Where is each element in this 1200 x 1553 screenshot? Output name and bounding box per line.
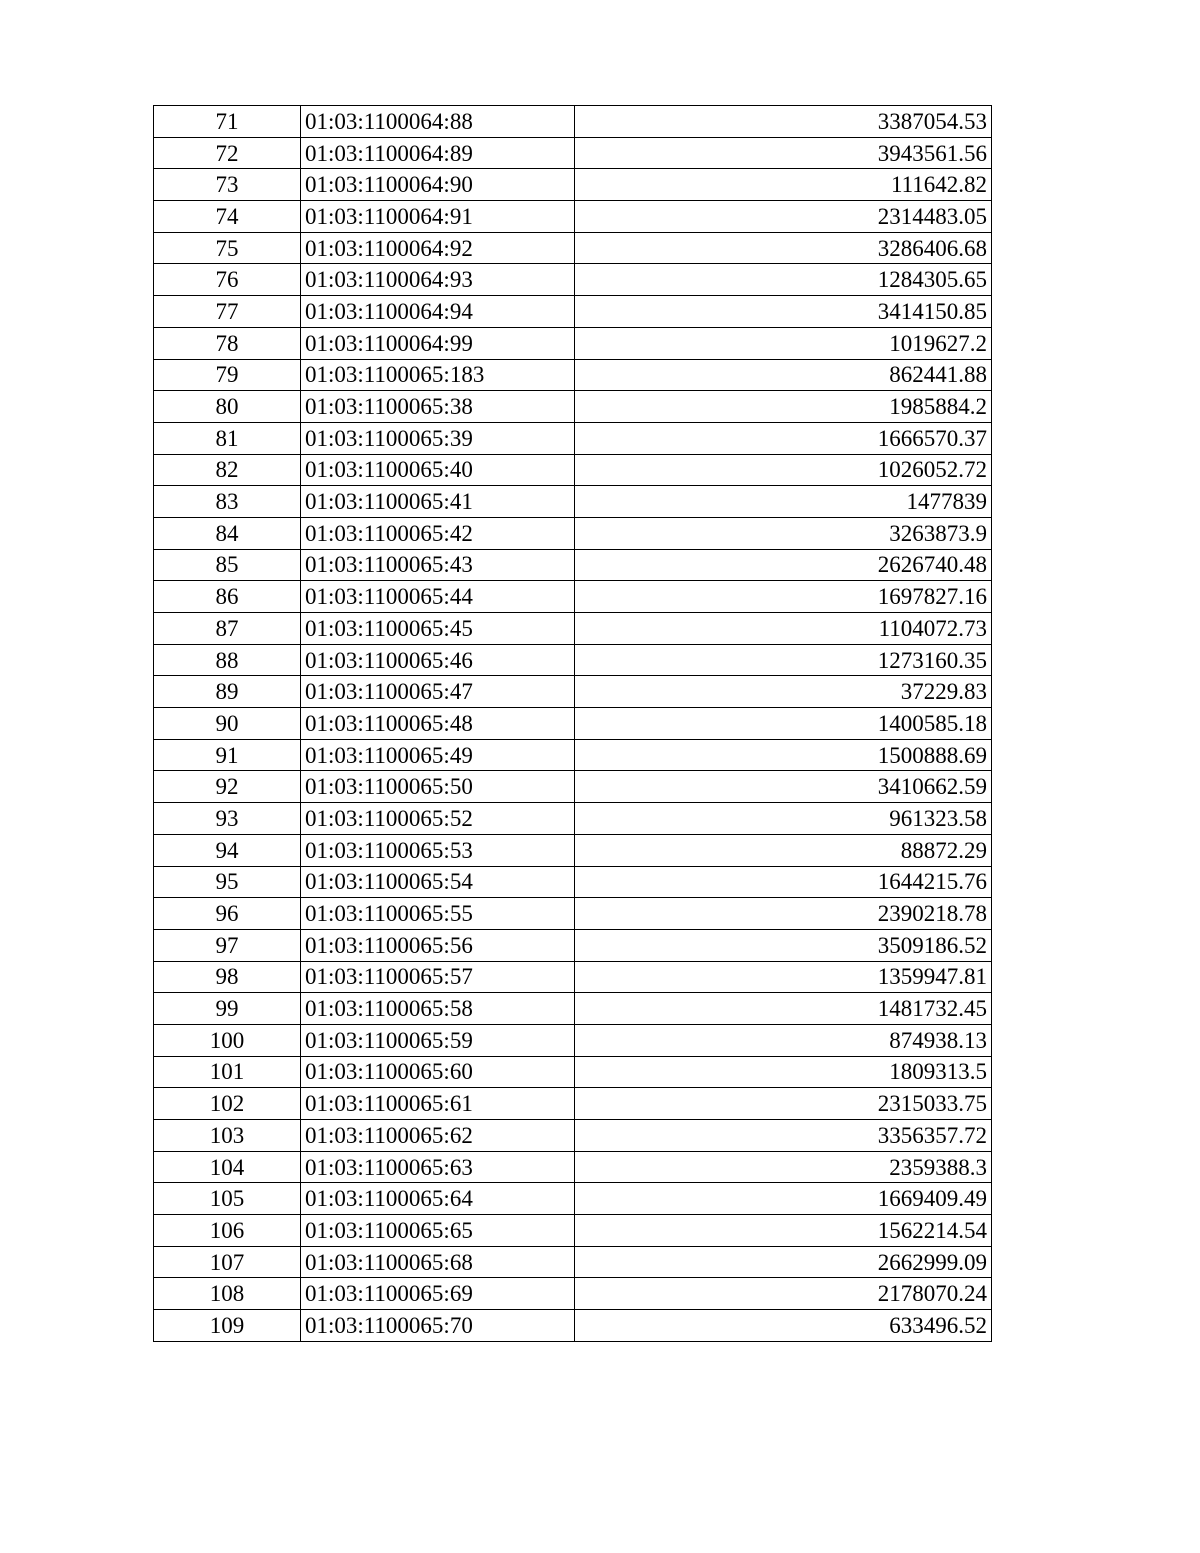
row-number-cell: 73 [154,169,301,201]
table-row [154,232,992,264]
value-cell: 862441.88 [575,359,992,391]
row-number-cell: 81 [154,422,301,454]
table-row [154,581,992,613]
table-row [154,137,992,169]
row-number-cell: 79 [154,359,301,391]
cadastral-number-cell: 01:03:1100065:65 [301,1215,575,1247]
value-cell: 111642.82 [575,169,992,201]
row-number-cell: 105 [154,1183,301,1215]
cadastral-number-cell: 01:03:1100065:58 [301,993,575,1025]
row-number-cell: 101 [154,1056,301,1088]
value-cell: 2314483.05 [575,201,992,233]
table-row [154,1120,992,1152]
table-row [154,708,992,740]
cadastral-number-cell: 01:03:1100065:45 [301,613,575,645]
table-row [154,961,992,993]
value-cell: 2390218.78 [575,898,992,930]
value-cell: 1481732.45 [575,993,992,1025]
table-row [154,517,992,549]
value-cell: 2178070.24 [575,1278,992,1310]
cadastral-number-cell: 01:03:1100064:91 [301,201,575,233]
table-row [154,549,992,581]
cadastral-number-cell: 01:03:1100065:49 [301,739,575,771]
table-row [154,359,992,391]
row-number-cell: 89 [154,676,301,708]
table-row [154,296,992,328]
cadastral-number-cell: 01:03:1100065:64 [301,1183,575,1215]
row-number-cell: 106 [154,1215,301,1247]
table-row [154,898,992,930]
row-number-cell: 95 [154,866,301,898]
value-cell: 2662999.09 [575,1246,992,1278]
table-row [154,486,992,518]
value-cell: 2315033.75 [575,1088,992,1120]
cadastral-number-cell: 01:03:1100065:54 [301,866,575,898]
row-number-cell: 75 [154,232,301,264]
value-cell: 3414150.85 [575,296,992,328]
cadastral-number-cell: 01:03:1100065:68 [301,1246,575,1278]
value-cell: 3943561.56 [575,137,992,169]
cadastral-number-cell: 01:03:1100065:57 [301,961,575,993]
value-cell: 1273160.35 [575,644,992,676]
value-cell: 1985884.2 [575,391,992,423]
cadastral-number-cell: 01:03:1100065:61 [301,1088,575,1120]
cadastral-number-cell: 01:03:1100065:42 [301,517,575,549]
table-row [154,866,992,898]
table-row [154,454,992,486]
row-number-cell: 90 [154,708,301,740]
row-number-cell: 71 [154,106,301,138]
cadastral-number-cell: 01:03:1100064:99 [301,327,575,359]
row-number-cell: 96 [154,898,301,930]
table-row [154,391,992,423]
value-cell: 1697827.16 [575,581,992,613]
cadastral-number-cell: 01:03:1100065:70 [301,1310,575,1342]
row-number-cell: 88 [154,644,301,676]
value-cell: 3410662.59 [575,771,992,803]
value-cell: 3286406.68 [575,232,992,264]
table-row [154,644,992,676]
cadastral-number-cell: 01:03:1100065:59 [301,1024,575,1056]
row-number-cell: 99 [154,993,301,1025]
cadastral-number-cell: 01:03:1100065:38 [301,391,575,423]
cadastral-number-cell: 01:03:1100065:60 [301,1056,575,1088]
value-cell: 1644215.76 [575,866,992,898]
table-row [154,1183,992,1215]
table-row [154,1246,992,1278]
table-row [154,1088,992,1120]
cadastral-number-cell: 01:03:1100065:43 [301,549,575,581]
table-row [154,1310,992,1342]
table-row [154,201,992,233]
row-number-cell: 76 [154,264,301,296]
cadastral-number-cell: 01:03:1100065:50 [301,771,575,803]
table-row [154,169,992,201]
table-row [154,803,992,835]
table-row [154,929,992,961]
row-number-cell: 102 [154,1088,301,1120]
row-number-cell: 77 [154,296,301,328]
cadastral-number-cell: 01:03:1100065:48 [301,708,575,740]
table-row [154,1024,992,1056]
table-row [154,1151,992,1183]
table-row [154,1056,992,1088]
row-number-cell: 98 [154,961,301,993]
table-row [154,1278,992,1310]
value-cell: 1666570.37 [575,422,992,454]
value-cell: 1477839 [575,486,992,518]
table-row [154,834,992,866]
cadastral-number-cell: 01:03:1100064:93 [301,264,575,296]
value-cell: 3509186.52 [575,929,992,961]
row-number-cell: 107 [154,1246,301,1278]
cadastral-number-cell: 01:03:1100064:90 [301,169,575,201]
cadastral-number-cell: 01:03:1100065:62 [301,1120,575,1152]
row-number-cell: 83 [154,486,301,518]
cadastral-number-cell: 01:03:1100064:94 [301,296,575,328]
value-cell: 961323.58 [575,803,992,835]
cadastral-number-cell: 01:03:1100065:69 [301,1278,575,1310]
table-row [154,1215,992,1247]
row-number-cell: 82 [154,454,301,486]
value-cell: 3387054.53 [575,106,992,138]
cadastral-number-cell: 01:03:1100065:40 [301,454,575,486]
cadastral-number-cell: 01:03:1100065:44 [301,581,575,613]
value-cell: 1104072.73 [575,613,992,645]
value-cell: 1284305.65 [575,264,992,296]
value-cell: 1562214.54 [575,1215,992,1247]
row-number-cell: 72 [154,137,301,169]
value-cell: 1669409.49 [575,1183,992,1215]
cadastral-number-cell: 01:03:1100064:89 [301,137,575,169]
cadastral-number-cell: 01:03:1100065:47 [301,676,575,708]
row-number-cell: 86 [154,581,301,613]
row-number-cell: 87 [154,613,301,645]
value-cell: 1026052.72 [575,454,992,486]
value-cell: 1809313.5 [575,1056,992,1088]
value-cell: 3263873.9 [575,517,992,549]
row-number-cell: 108 [154,1278,301,1310]
cadastral-number-cell: 01:03:1100065:53 [301,834,575,866]
row-number-cell: 100 [154,1024,301,1056]
row-number-cell: 97 [154,929,301,961]
row-number-cell: 94 [154,834,301,866]
cadastral-number-cell: 01:03:1100065:183 [301,359,575,391]
value-cell: 88872.29 [575,834,992,866]
table-row [154,422,992,454]
row-number-cell: 103 [154,1120,301,1152]
value-cell: 2626740.48 [575,549,992,581]
row-number-cell: 84 [154,517,301,549]
value-cell: 1400585.18 [575,708,992,740]
table-row [154,676,992,708]
cadastral-number-cell: 01:03:1100065:46 [301,644,575,676]
cadastral-number-cell: 01:03:1100065:52 [301,803,575,835]
value-cell: 1019627.2 [575,327,992,359]
data-table [153,105,992,1342]
row-number-cell: 104 [154,1151,301,1183]
table-row [154,739,992,771]
row-number-cell: 85 [154,549,301,581]
cadastral-number-cell: 01:03:1100065:56 [301,929,575,961]
row-number-cell: 91 [154,739,301,771]
table-row [154,993,992,1025]
value-cell: 1500888.69 [575,739,992,771]
cadastral-number-cell: 01:03:1100065:41 [301,486,575,518]
row-number-cell: 74 [154,201,301,233]
table-row [154,327,992,359]
table-row [154,264,992,296]
table-row [154,771,992,803]
cadastral-number-cell: 01:03:1100065:39 [301,422,575,454]
table-row [154,106,992,138]
row-number-cell: 92 [154,771,301,803]
row-number-cell: 93 [154,803,301,835]
table-row [154,613,992,645]
value-cell: 633496.52 [575,1310,992,1342]
row-number-cell: 78 [154,327,301,359]
cadastral-number-cell: 01:03:1100065:55 [301,898,575,930]
cadastral-number-cell: 01:03:1100064:92 [301,232,575,264]
value-cell: 2359388.3 [575,1151,992,1183]
table-body [154,106,992,1342]
cadastral-number-cell: 01:03:1100064:88 [301,106,575,138]
cadastral-number-cell: 01:03:1100065:63 [301,1151,575,1183]
row-number-cell: 80 [154,391,301,423]
value-cell: 37229.83 [575,676,992,708]
row-number-cell: 109 [154,1310,301,1342]
value-cell: 3356357.72 [575,1120,992,1152]
value-cell: 1359947.81 [575,961,992,993]
value-cell: 874938.13 [575,1024,992,1056]
